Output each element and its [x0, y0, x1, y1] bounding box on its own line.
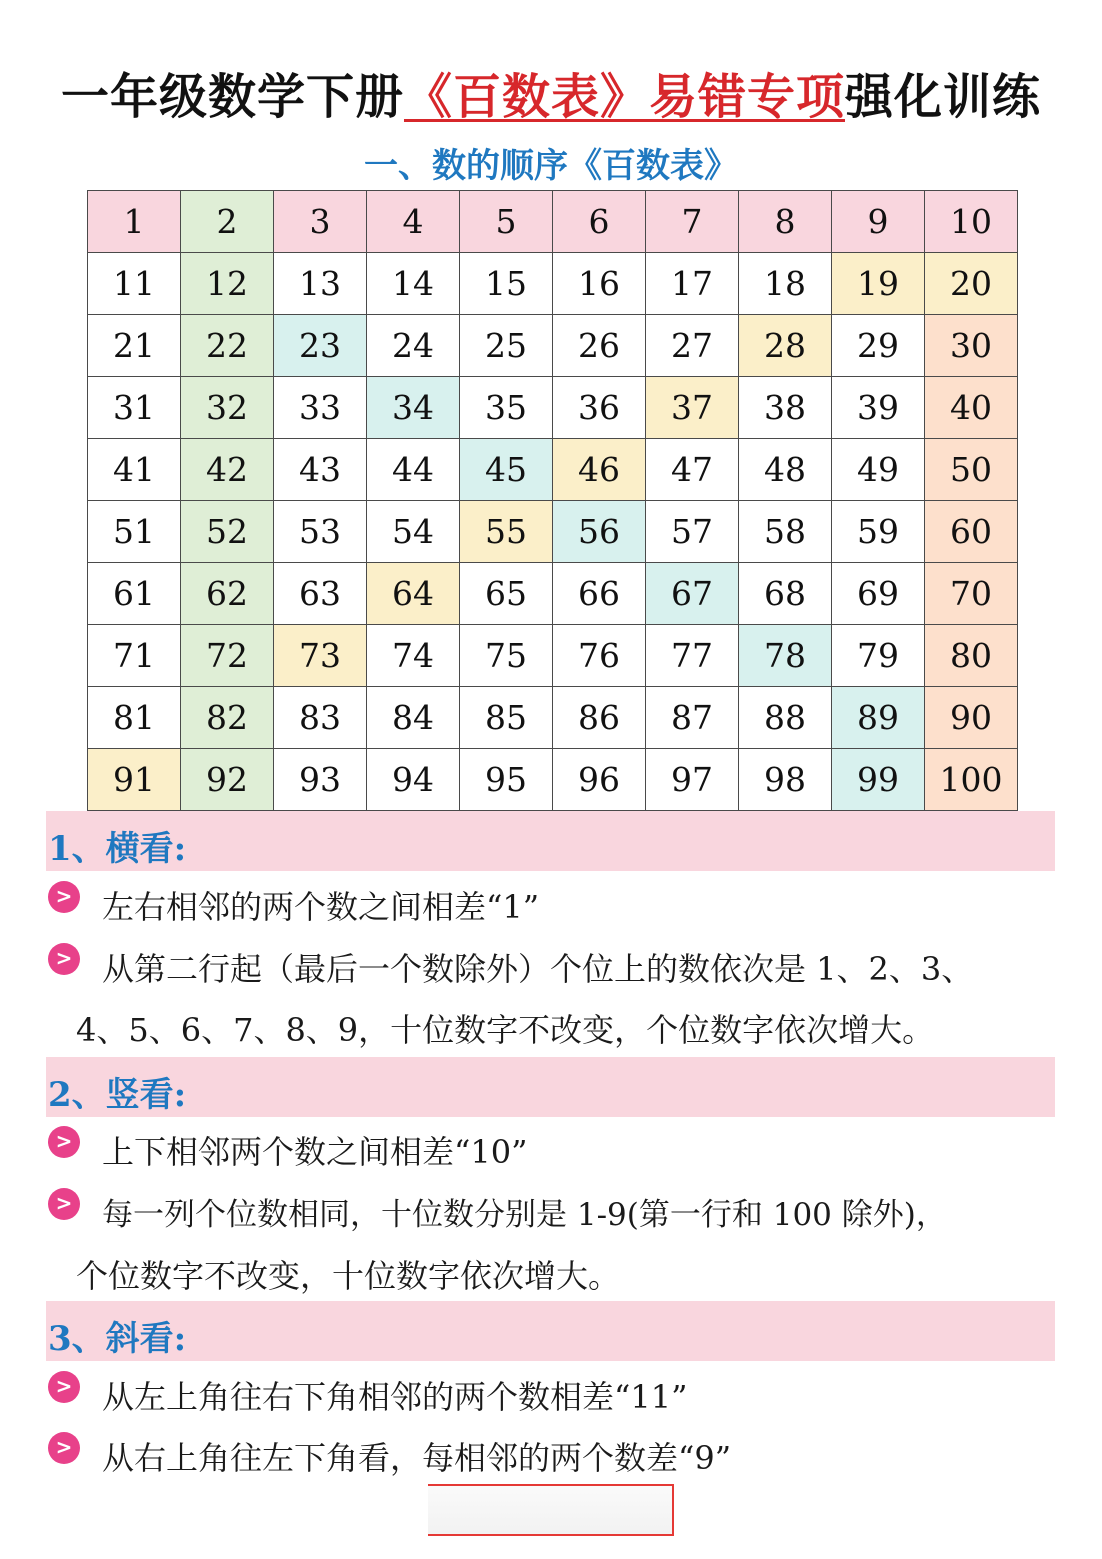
table-row [88, 563, 1018, 625]
table-cell: 68 [739, 563, 832, 625]
section-label: 1、横看: [48, 829, 187, 869]
rule-text: 上下相邻两个数之间相差“10” [102, 1133, 528, 1171]
table-cell: 33 [274, 377, 367, 439]
table-cell: 92 [181, 749, 274, 811]
table-row [88, 749, 1018, 811]
table-cell: 12 [181, 253, 274, 315]
table-cell: 6 [553, 191, 646, 253]
table-cell: 83 [274, 687, 367, 749]
table-cell: 43 [274, 439, 367, 501]
table-cell: 18 [739, 253, 832, 315]
table-row [88, 253, 1018, 315]
table-cell: 30 [925, 315, 1018, 377]
table-cell: 27 [646, 315, 739, 377]
table-cell: 41 [88, 439, 181, 501]
table-cell: 50 [925, 439, 1018, 501]
table-cell: 38 [739, 377, 832, 439]
table-cell: 17 [646, 253, 739, 315]
table-cell: 35 [460, 377, 553, 439]
page-title [0, 58, 1102, 127]
table-cell: 89 [832, 687, 925, 749]
table-cell: 40 [925, 377, 1018, 439]
table-cell: 11 [88, 253, 181, 315]
table-cell: 69 [832, 563, 925, 625]
table-cell: 3 [274, 191, 367, 253]
bullet-icon: > [48, 1126, 80, 1158]
table-cell: 49 [832, 439, 925, 501]
table-cell: 96 [553, 749, 646, 811]
section-diagonal-header [46, 1301, 1055, 1361]
table-cell: 66 [553, 563, 646, 625]
section-horizontal-header [46, 811, 1055, 871]
table-cell: 60 [925, 501, 1018, 563]
table-row [88, 191, 1018, 253]
table-cell: 56 [553, 501, 646, 563]
table-row [88, 687, 1018, 749]
table-cell: 70 [925, 563, 1018, 625]
table-cell: 16 [553, 253, 646, 315]
rule-text-continued: 4、5、6、7、8、9，十位数字不改变，个位数字依次增大。 [76, 1011, 935, 1049]
table-cell: 73 [274, 625, 367, 687]
table-cell: 29 [832, 315, 925, 377]
table-cell: 14 [367, 253, 460, 315]
bullet-icon: > [48, 1188, 80, 1220]
table-cell: 97 [646, 749, 739, 811]
table-cell: 52 [181, 501, 274, 563]
table-cell: 72 [181, 625, 274, 687]
table-cell: 37 [646, 377, 739, 439]
table-cell: 2 [181, 191, 274, 253]
table-cell: 51 [88, 501, 181, 563]
hundred-number-table [87, 190, 1018, 811]
table-row [88, 439, 1018, 501]
table-cell: 61 [88, 563, 181, 625]
table-cell: 85 [460, 687, 553, 749]
table-cell: 95 [460, 749, 553, 811]
bullet-icon: > [48, 943, 80, 975]
table-cell: 34 [367, 377, 460, 439]
table-cell: 15 [460, 253, 553, 315]
page-subtitle: 一、数的顺序《百数表》 [364, 146, 738, 186]
table-cell: 4 [367, 191, 460, 253]
table-row [88, 377, 1018, 439]
table-cell: 55 [460, 501, 553, 563]
table-cell: 88 [739, 687, 832, 749]
table-cell: 1 [88, 191, 181, 253]
table-cell: 100 [925, 749, 1018, 811]
table-cell: 28 [739, 315, 832, 377]
decorative-red-frame [428, 1484, 674, 1536]
table-cell: 21 [88, 315, 181, 377]
table-cell: 19 [832, 253, 925, 315]
bullet-icon: > [48, 1371, 80, 1403]
table-cell: 79 [832, 625, 925, 687]
table-cell: 67 [646, 563, 739, 625]
section-label: 2、竖看: [48, 1075, 187, 1115]
table-cell: 87 [646, 687, 739, 749]
table-cell: 13 [274, 253, 367, 315]
table-cell: 47 [646, 439, 739, 501]
table-cell: 36 [553, 377, 646, 439]
table-cell: 82 [181, 687, 274, 749]
table-cell: 20 [925, 253, 1018, 315]
table-cell: 75 [460, 625, 553, 687]
section-vertical-header [46, 1057, 1055, 1117]
title-part2: 《百数表》易错专项 [403, 69, 845, 125]
table-cell: 9 [832, 191, 925, 253]
table-cell: 63 [274, 563, 367, 625]
table-cell: 65 [460, 563, 553, 625]
bullet-icon: > [48, 881, 80, 913]
rule-text: 从第二行起（最后一个数除外）个位上的数依次是 1、2、3、 [102, 950, 974, 988]
table-row [88, 501, 1018, 563]
table-cell: 81 [88, 687, 181, 749]
rule-text: 从右上角往左下角看，每相邻的两个数差“9” [102, 1439, 732, 1477]
section-label: 3、斜看: [48, 1319, 187, 1359]
table-cell: 24 [367, 315, 460, 377]
table-cell: 23 [274, 315, 367, 377]
table-cell: 90 [925, 687, 1018, 749]
table-cell: 98 [739, 749, 832, 811]
rule-text-continued: 个位数字不改变，十位数字依次增大。 [76, 1257, 621, 1295]
table-cell: 64 [367, 563, 460, 625]
table-cell: 57 [646, 501, 739, 563]
table-cell: 22 [181, 315, 274, 377]
rule-text: 左右相邻的两个数之间相差“1” [102, 888, 540, 926]
table-cell: 53 [274, 501, 367, 563]
table-cell: 39 [832, 377, 925, 439]
table-cell: 93 [274, 749, 367, 811]
table-cell: 77 [646, 625, 739, 687]
table-cell: 54 [367, 501, 460, 563]
table-cell: 94 [367, 749, 460, 811]
table-row [88, 315, 1018, 377]
table-row [88, 625, 1018, 687]
table-cell: 45 [460, 439, 553, 501]
table-cell: 78 [739, 625, 832, 687]
table-cell: 99 [832, 749, 925, 811]
table-cell: 62 [181, 563, 274, 625]
title-part1: 一年级数学下册 [60, 69, 404, 125]
table-cell: 74 [367, 625, 460, 687]
table-cell: 59 [832, 501, 925, 563]
table-cell: 42 [181, 439, 274, 501]
table-cell: 26 [553, 315, 646, 377]
table-cell: 48 [739, 439, 832, 501]
table-cell: 31 [88, 377, 181, 439]
table-cell: 32 [181, 377, 274, 439]
table-cell: 76 [553, 625, 646, 687]
rule-text: 从左上角往右下角相邻的两个数相差“11” [102, 1378, 688, 1416]
table-cell: 58 [739, 501, 832, 563]
table-cell: 5 [460, 191, 553, 253]
table-cell: 10 [925, 191, 1018, 253]
bullet-icon: > [48, 1432, 80, 1464]
title-part3: 强化训练 [845, 69, 1042, 125]
rule-text: 每一列个位数相同，十位数分别是 1-9(第一行和 100 除外)， [102, 1197, 947, 1233]
table-cell: 8 [739, 191, 832, 253]
table-cell: 44 [367, 439, 460, 501]
table-cell: 91 [88, 749, 181, 811]
table-cell: 7 [646, 191, 739, 253]
table-cell: 71 [88, 625, 181, 687]
table-cell: 84 [367, 687, 460, 749]
table-cell: 86 [553, 687, 646, 749]
table-cell: 25 [460, 315, 553, 377]
table-cell: 80 [925, 625, 1018, 687]
table-cell: 46 [553, 439, 646, 501]
